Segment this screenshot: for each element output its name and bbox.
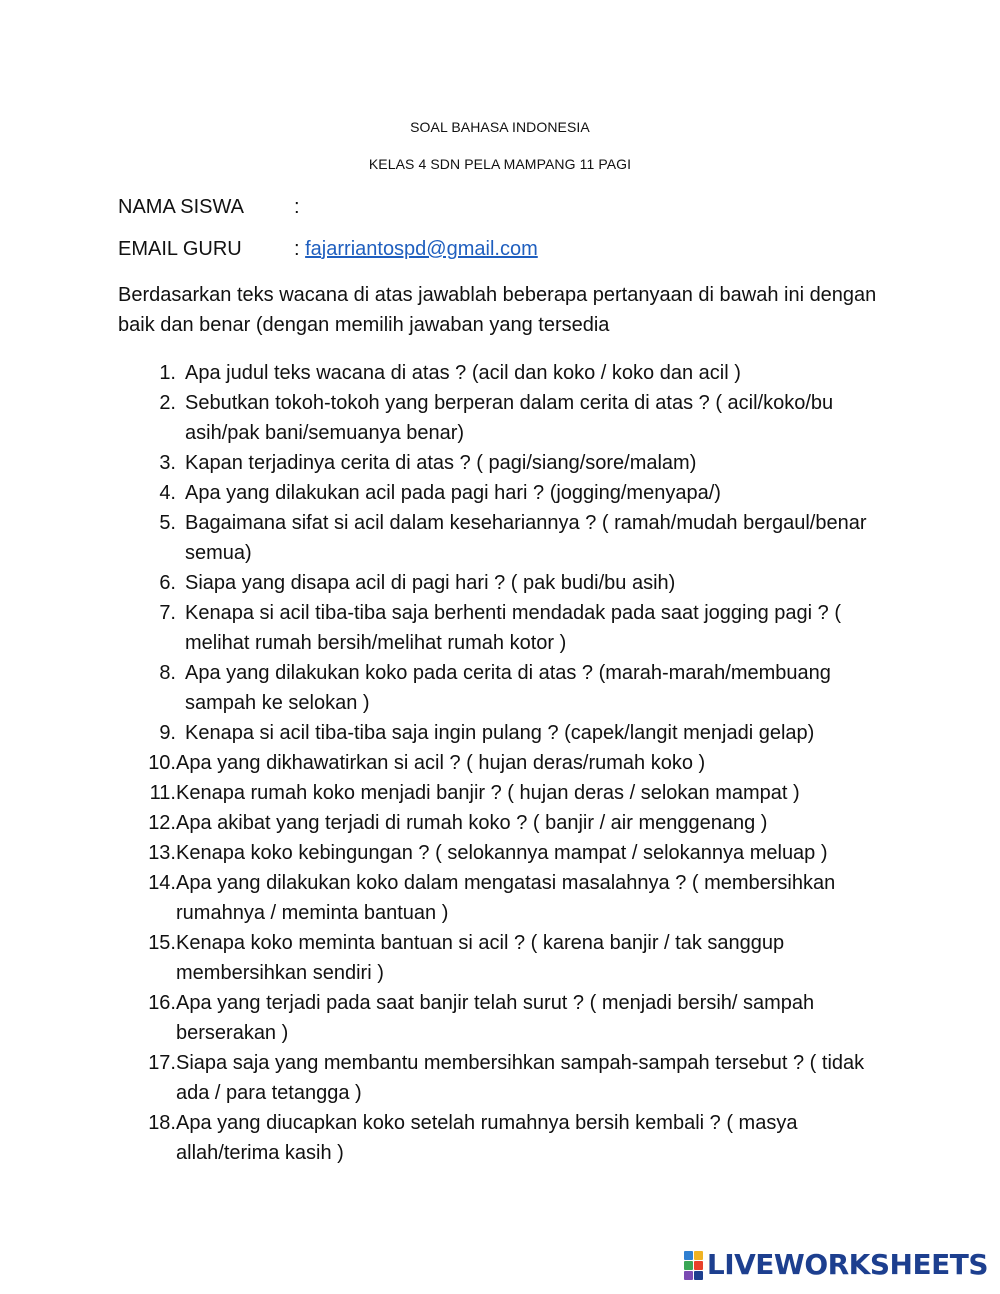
list-item (118, 808, 878, 838)
question-number: 6. (159, 572, 176, 594)
question-text: Apa yang dilakukan acil pada pagi hari ? (jogging/menyapa/) (185, 482, 721, 504)
document-title: SOAL BAHASA INDONESIA (410, 119, 590, 135)
question-number: 10. (148, 752, 176, 774)
list-item (118, 988, 878, 1048)
list-item (118, 568, 878, 598)
question-text: Kenapa koko meminta bantuan si acil ? ( karena banjir / tak sanggup membersihkan sendiri ) (176, 932, 785, 984)
logo-square (684, 1251, 693, 1260)
question-number: 12. (148, 812, 176, 834)
question-text: Kenapa si acil tiba-tiba saja berhenti mendadak pada saat jogging pagi ? ( melihat rumah bersih/melihat rumah kotor ) (185, 602, 841, 654)
question-number: 8. (159, 662, 176, 684)
list-item (118, 838, 878, 868)
liveworksheets-logo-text: LIVEWORKSHEETS (706, 1248, 988, 1281)
question-number: 1. (159, 362, 176, 384)
teacher-email-link[interactable]: fajarriantospd@gmail.com (305, 238, 538, 260)
question-number: 17. (148, 1052, 176, 1074)
teacher-email-row (118, 237, 538, 261)
logo-square (694, 1251, 703, 1260)
question-number: 2. (159, 392, 176, 414)
question-number: 4. (159, 482, 176, 504)
question-number: 14. (148, 872, 176, 894)
logo-square (684, 1271, 693, 1280)
question-number: 5. (159, 512, 176, 534)
list-item (118, 448, 878, 478)
question-text: Apa yang dilakukan koko dalam mengatasi masalahnya ? ( membersihkan rumahnya / meminta bantuan ) (176, 872, 836, 924)
student-name-row (118, 195, 300, 219)
question-number: 7. (159, 602, 176, 624)
list-item (118, 1048, 878, 1108)
question-text: Kenapa rumah koko menjadi banjir ? ( hujan deras / selokan mampat ) (176, 782, 800, 804)
teacher-email-colon: : (294, 238, 300, 260)
logo-square (694, 1261, 703, 1270)
question-text: Sebutkan tokoh-tokoh yang berperan dalam cerita di atas ? ( acil/koko/bu asih/pak bani/semuanya benar) (185, 392, 834, 444)
question-text: Kenapa si acil tiba-tiba saja ingin pulang ? (capek/langit menjadi gelap) (185, 722, 815, 744)
question-number: 13. (148, 842, 176, 864)
question-list (118, 358, 878, 1168)
question-number: 18. (148, 1112, 176, 1134)
list-item (118, 478, 878, 508)
student-name-colon: : (294, 196, 300, 218)
logo-square (684, 1261, 693, 1270)
instructions-paragraph: Berdasarkan teks wacana di atas jawablah beberapa pertanyaan di bawah ini dengan baik dan benar (dengan memilih jawaban yang tersedia (118, 284, 877, 336)
list-item (118, 928, 878, 988)
question-number: 9. (159, 722, 176, 744)
list-item (118, 598, 878, 658)
question-text: Siapa saja yang membantu membersihkan sampah-sampah tersebut ? ( tidak ada / para tetangga ) (176, 1052, 865, 1104)
list-item (118, 658, 878, 718)
list-item (118, 508, 878, 568)
liveworksheets-logo[interactable] (684, 1250, 988, 1280)
teacher-email-label: EMAIL GURU (118, 238, 242, 260)
list-item (118, 748, 878, 778)
question-number: 3. (159, 452, 176, 474)
student-name-label: NAMA SISWA (118, 196, 244, 218)
question-text: Apa akibat yang terjadi di rumah koko ? ( banjir / air menggenang ) (176, 812, 768, 834)
question-text: Apa yang terjadi pada saat banjir telah surut ? ( menjadi bersih/ sampah berserakan ) (176, 992, 815, 1044)
question-text: Apa yang dilakukan koko pada cerita di atas ? (marah-marah/membuang sampah ke selokan ) (185, 662, 831, 714)
list-item (118, 868, 878, 928)
list-item (118, 1108, 878, 1168)
question-number: 15. (148, 932, 176, 954)
question-number: 11. (149, 782, 176, 804)
list-item (118, 718, 878, 748)
list-item (118, 778, 878, 808)
question-text: Kenapa koko kebingungan ? ( selokannya mampat / selokannya meluap ) (176, 842, 828, 864)
list-item (118, 358, 878, 388)
logo-square (694, 1271, 703, 1280)
question-text: Apa yang dikhawatirkan si acil ? ( hujan deras/rumah koko ) (176, 752, 706, 774)
question-text: Kapan terjadinya cerita di atas ? ( pagi/siang/sore/malam) (185, 452, 697, 474)
question-text: Siapa yang disapa acil di pagi hari ? ( pak budi/bu asih) (185, 572, 676, 594)
liveworksheets-logo-icon (684, 1251, 703, 1280)
question-text: Bagaimana sifat si acil dalam kesehariannya ? ( ramah/mudah bergaul/benar semua) (185, 512, 867, 564)
list-item (118, 388, 878, 448)
question-number: 16. (148, 992, 176, 1014)
question-text: Apa judul teks wacana di atas ? (acil dan koko / koko dan acil ) (185, 362, 741, 384)
document-subtitle: KELAS 4 SDN PELA MAMPANG 11 PAGI (368, 156, 632, 172)
question-text: Apa yang diucapkan koko setelah rumahnya bersih kembali ? ( masya allah/terima kasih ) (176, 1112, 798, 1164)
